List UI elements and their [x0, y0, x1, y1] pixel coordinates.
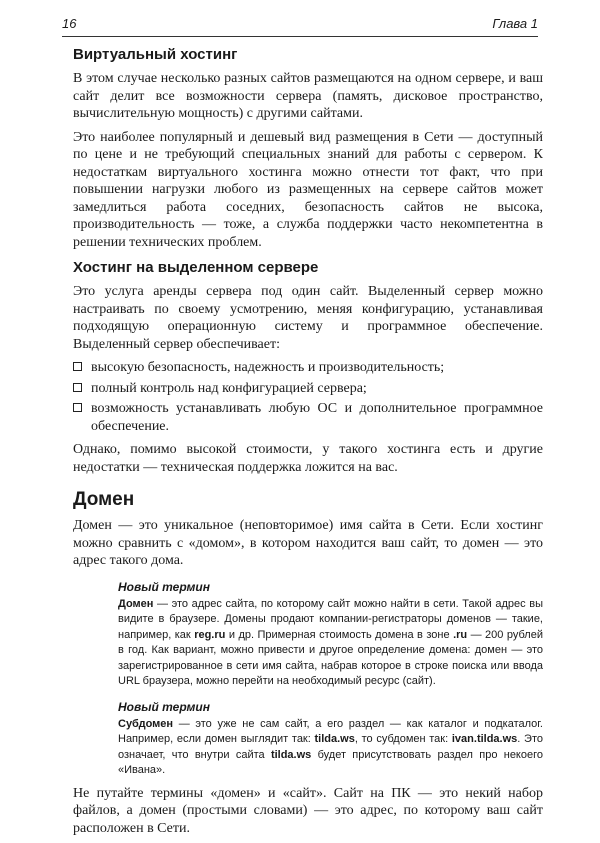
paragraph: В этом случае несколько разных сайтов размещаются на одном сервере, и ваш сайт делит все возможности сервера (память, дисковое пространство, вычислительную мощность) с другими сайтами. [73, 71, 543, 121]
new-term-title: Новый термин [118, 579, 210, 594]
new-term-body: Домен — это адрес сайта, по которому сайт можно найти в сети. Такой адрес вы видите в браузере. Домены продают компании-регистраторы доменов — такие, например, как reg.ru и др. Примерная стоимость домена в зоне .ru — 200 рублей в год. Как вариант, можно привести и другое определение домена: домен — это зарегистрированное в сети имя сайта, набрав которое в строке поиска или ввода URL браузера, можно перейти на необходимый ресурс (сайт). [118, 597, 543, 687]
paragraph: Не путайте термины «домен» и «сайт». Сайт на ПК — это некий набор файлов, а домен (простыми словами) — это адрес, по которому ваш сайт расположен в Сети. [73, 785, 543, 836]
list-item: высокую безопасность, надежность и производительность; [73, 359, 543, 377]
feature-list [73, 359, 543, 435]
heading-domain: Домен [73, 489, 135, 510]
new-term-box [118, 580, 543, 690]
checkbox-bullet-icon [73, 362, 82, 371]
paragraph: Это услуга аренды сервера под один сайт. Выделенный сервер можно настраивать по своему усмотрению, меняя конфигурацию, устанавливая подходящую операционную систему и программное обеспечение. Выделенный сервер обеспечивает: [73, 284, 543, 352]
list-item: полный контроль над конфигурацией сервера; [73, 380, 543, 398]
list-item: возможность устанавливать любую ОС и дополнительное программное обеспечение. [73, 400, 543, 435]
paragraph: Это наиболее популярный и дешевый вид размещения в Сети — доступный по цене и не требующий специальных знаний для работы с сервером. К недостаткам виртуального хостинга можно отнести тот факт, что при повышении нагрузки любого из размещенных на сервере сайтов может замедлиться работа соседних, безопасность сайтов не высока, производительность — тоже, а служба поддержки часто некомпетентна в решении технических проблем. [73, 129, 543, 250]
page-number: 16 [62, 16, 77, 31]
running-header [62, 14, 538, 37]
checkbox-bullet-icon [73, 403, 82, 412]
heading-dedicated-hosting: Хостинг на выделенном сервере [73, 259, 319, 276]
checkbox-bullet-icon [73, 383, 82, 392]
new-term-box [118, 700, 543, 779]
paragraph: Домен — это уникальное (неповторимое) имя сайта в Сети. Если хостинг можно сравнить с «домом», в котором находится ваш сайт, то домен — это адрес такого дома. [73, 518, 543, 568]
new-term-title: Новый термин [118, 699, 210, 714]
new-term-body: Субдомен — это уже не сам сайт, а его раздел — как каталог и подкаталог. Например, если домен выглядит так: tilda.ws, то субдомен так: ivan.tilda.ws. Это означает, что внутри сайта tilda.ws будет присутствовать раздел про некоего «Ивана». [118, 717, 543, 776]
page-content [73, 38, 543, 843]
paragraph: Однако, помимо высокой стоимости, у такого хостинга есть и другие недостатки — техническая поддержка ложится на вас. [73, 442, 543, 475]
heading-virtual-hosting: Виртуальный хостинг [73, 46, 238, 63]
chapter-title: Глава 1 [492, 16, 538, 31]
